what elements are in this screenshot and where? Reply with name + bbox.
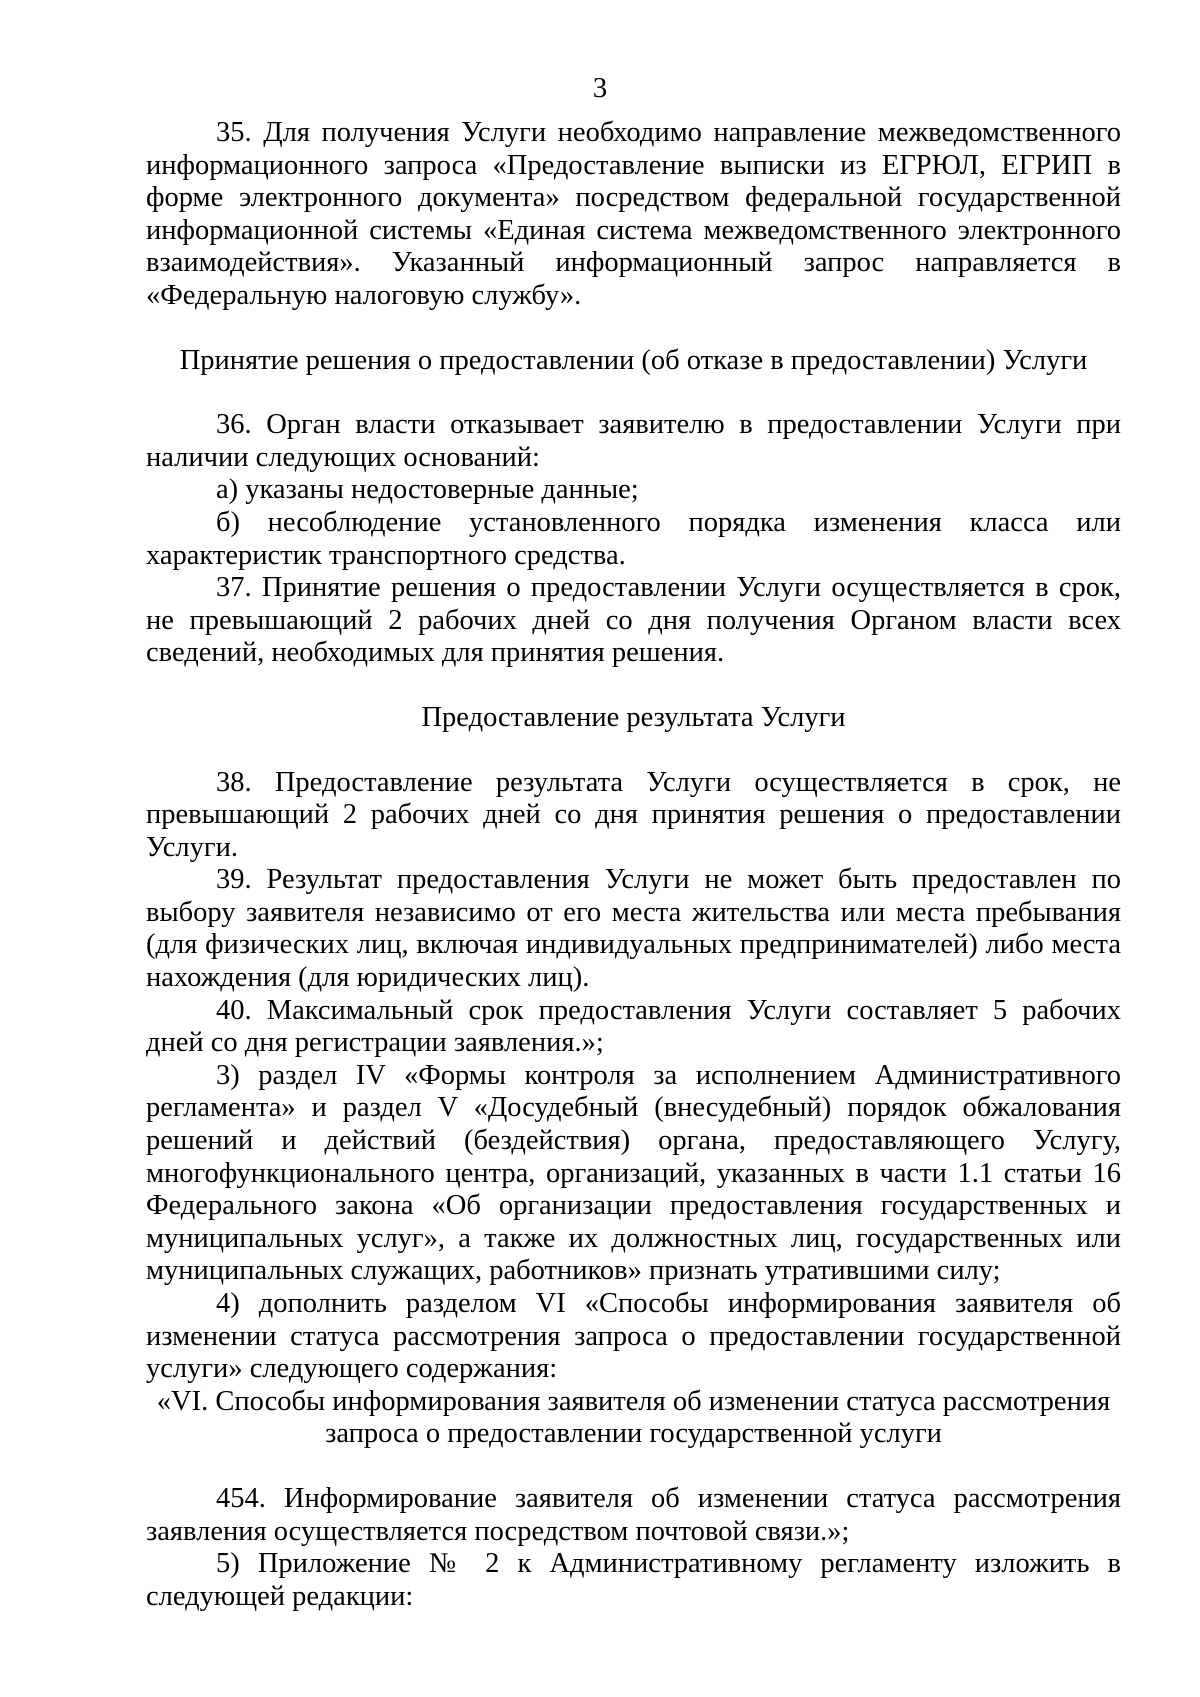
paragraph-item-4: 4) дополнить разделом VI «Способы информирования заявителя об изменении статуса рассмотрения запроса о предоставлении государственной услуги» следующего содержания:: [146, 1288, 1121, 1385]
document-body: [146, 117, 1121, 1613]
page-number: 3: [592, 72, 608, 104]
spacer: [146, 377, 1121, 409]
spacer: [146, 313, 1121, 345]
paragraph-39: 39. Результат предоставления Услуги не может быть предоставлен по выбору заявителя независимо от его места жительства или места пребывания (для физических лиц, включая индивидуальных предпринимателей) либо места нахождения (для юридических лиц).: [146, 864, 1121, 994]
paragraph-35: 35. Для получения Услуги необходимо направление межведомственного информационного запроса «Предоставление выписки из ЕГРЮЛ, ЕГРИП в форме электронного документа» посредством федеральной государственной информационной системы «Единая система межведомственного электронного взаимодействия». Указанный информационный запрос направляется в «Федеральную налоговую службу».: [146, 117, 1121, 311]
paragraph-37: 37. Принятие решения о предоставлении Услуги осуществляется в срок, не превышающий 2 рабочих дней со дня получения Органом власти всех сведений, необходимых для принятия решения.: [146, 572, 1121, 669]
section-heading-vi: «VI. Способы информирования заявителя об изменении статуса рассмотрения запроса о предоставлении государственной услуги: [156, 1385, 1111, 1450]
list-item-b: б) несоблюдение установленного порядка изменения класса или характеристик транспортного средства.: [146, 506, 1121, 571]
paragraph-item-3: 3) раздел IV «Формы контроля за исполнением Административного регламента» и раздел V «Досудебный (внесудебный) порядок обжалования решений и действий (бездействия) органа, предоставляющего Услугу, многофункционального центра, организаций, указанных в части 1.1 статьи 16 Федерального закона «Об организации предоставления государственных и муниципальных услуг», а также их должностных лиц, государственных или муниципальных служащих, работников» признать утратившими силу;: [146, 1059, 1121, 1287]
paragraph-40: 40. Максимальный срок предоставления Услуги составляет 5 рабочих дней со дня регистрации заявления.»;: [146, 994, 1121, 1059]
paragraph-38: 38. Предоставление результата Услуги осуществляется в срок, не превышающий 2 рабочих дней со дня принятия решения о предоставлении Услуги.: [146, 766, 1121, 863]
paragraph-454: 454. Информирование заявителя об изменении статуса рассмотрения заявления осуществляется посредством почтовой связи.»;: [146, 1482, 1121, 1547]
section-heading-decision: Принятие решения о предоставлении (об отказе в предоставлении) Услуги: [179, 344, 1088, 376]
paragraph-36: 36. Орган власти отказывает заявителю в предоставлении Услуги при наличии следующих оснований:: [146, 409, 1121, 473]
spacer: [146, 1451, 1121, 1483]
paragraph-item-5: 5) Приложение № 2 к Административному регламенту изложить в следующей редакции:: [146, 1548, 1121, 1612]
section-heading-result: Предоставление результата Услуги: [421, 701, 846, 733]
spacer: [146, 670, 1121, 702]
list-item-a: а) указаны недостоверные данные;: [216, 474, 639, 506]
spacer: [146, 735, 1121, 767]
